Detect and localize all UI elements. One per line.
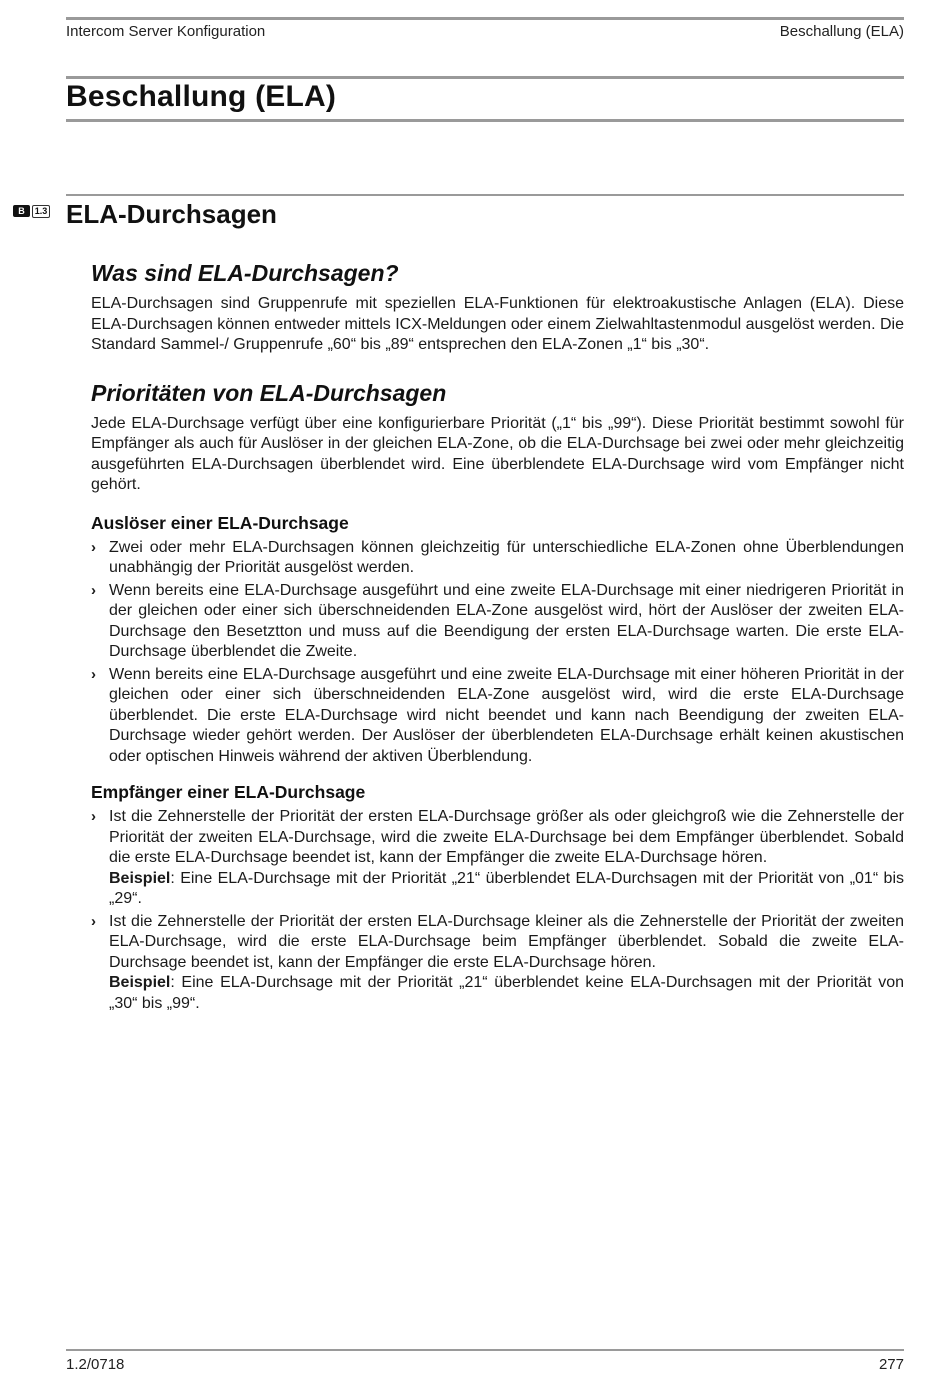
paragraph-what-are: ELA-Durchsagen sind Gruppenrufe mit speziellen ELA-Funktionen für elektroakustische Anlagen (ELA). Diese ELA-Durchsagen können entweder mittels ICX-Meldungen oder einem Zielwahltastenmodul ausgelöst werden. Die Standard Sammel-/ Gruppenrufe „60“ bis „89“ entsprechen den ELA-Zonen „1“ bis „30“. <box>91 295 904 353</box>
header-doc-title: Intercom Server Konfiguration <box>66 23 266 40</box>
header-top-rule <box>66 17 904 20</box>
footer-version: 1.2/0718 <box>66 1356 125 1373</box>
chevron-right-icon: › <box>91 912 96 930</box>
section-top-rule <box>66 194 904 196</box>
chapter-badge-letter: B <box>13 205 30 217</box>
footer-rule <box>66 1349 904 1351</box>
chevron-right-icon: › <box>91 538 96 556</box>
example-label: Beispiel <box>109 974 171 991</box>
receiver-list <box>91 807 904 1014</box>
main-content <box>91 258 904 1016</box>
chapter-badge-number: 1.3 <box>32 205 50 218</box>
list-item <box>91 538 904 579</box>
list-item-text: Ist die Zehnerstelle der Priorität der ersten ELA-Durchsage größer als oder gleichgroß wie die Zehnerstelle der Priorität der zweiten ELA-Durchsage, wird die zweite ELA-Durchsage bei dem Empfänger überblendet. Sobald die erste ELA-Durchsage beendet ist, kann der Empfänger die zweite ELA-Durchsage hören. <box>109 808 904 866</box>
paragraph-priorities: Jede ELA-Durchsage verfügt über eine konfigurierbare Priorität („1“ bis „99“). Diese Priorität bestimmt sowohl für Empfänger als auch für Auslöser in der gleichen ELA-Zone, ob die ELA-Durchsage bei zwei oder mehr gleichzeitig ausgeführten ELA-Durchsagen überblendet wird. Eine überblendete ELA-Durchsage wird vom Empfänger nicht gehört. <box>91 414 904 493</box>
list-item-text: Ist die Zehnerstelle der Priorität der ersten ELA-Durchsage kleiner als die Zehnerstelle der Priorität der zweiten ELA-Durchsage, wird die erste ELA-Durchsage beim Empfänger überblendet. Sobald die zweite ELA-Durchsage beendet ist, kann der Empfänger die erste ELA-Durchsage hören. <box>109 912 904 971</box>
example-text: : Eine ELA-Durchsage mit der Priorität „21“ überblendet ELA-Durchsagen mit der Priorität von „01“ bis „29“. <box>109 869 904 907</box>
chapter-badge <box>13 205 50 218</box>
heading-trigger: Auslöser einer ELA-Durchsage <box>91 512 349 533</box>
header-chapter-title: Beschallung (ELA) <box>779 23 904 40</box>
footer-page-number: 277 <box>878 1356 904 1373</box>
trigger-list <box>91 538 904 768</box>
heading-receiver: Empfänger einer ELA-Durchsage <box>91 782 366 802</box>
chevron-right-icon: › <box>91 581 96 599</box>
list-item <box>91 807 904 910</box>
list-item-text: Wenn bereits eine ELA-Durchsage ausgeführt und eine zweite ELA-Durchsage mit einer niedrigeren Priorität in der gleichen oder einer sich überschneidenden ELA-Zone ausgelöst wird, hört der Auslöser der zweiten ELA-Durchsage den Besetztton und muss auf die Beendigung der ersten ELA-Durchsage warten. Die erste ELA-Durchsage überblendet die Zweite. <box>109 581 904 660</box>
list-item-text: Zwei oder mehr ELA-Durchsagen können gleichzeitig für unterschiedliche ELA-Zonen ohne Überblendungen unabhängig der Priorität ausgelöst werden. <box>109 538 904 576</box>
list-item <box>91 581 904 663</box>
list-item-text: Wenn bereits eine ELA-Durchsage ausgeführt und eine zweite ELA-Durchsage mit einer höheren Priorität in der gleichen oder einer sich überschneidenden ELA-Zone ausgelöst wird, wird die erste ELA-Durchsage überblendet. Die erste ELA-Durchsage wird nicht beendet und kann nach Beendigung der zweiten ELA-Durchsage wieder gehört werden. Der Auslöser der überblendeten ELA-Durchsage erhält keinen akustischen oder optischen Hinweis während der aktiven Überblendung. <box>109 665 904 765</box>
example-line <box>109 870 904 908</box>
heading-priorities: Prioritäten von ELA-Durchsagen <box>91 379 447 406</box>
example-line <box>109 974 904 1012</box>
section-title: ELA-Durchsagen <box>66 199 277 229</box>
example-label: Beispiel <box>109 869 171 887</box>
list-item <box>91 665 904 768</box>
chevron-right-icon: › <box>91 808 96 825</box>
example-text: : Eine ELA-Durchsage mit der Priorität „21“ überblendet keine ELA-Durchsagen mit der Priorität von „30“ bis „99“. <box>109 974 904 1012</box>
title-top-rule <box>66 76 904 79</box>
title-bottom-rule <box>66 119 904 122</box>
page-title: Beschallung (ELA) <box>66 80 337 113</box>
heading-what-are: Was sind ELA-Durchsagen? <box>91 260 399 286</box>
list-item <box>91 912 904 1015</box>
chevron-right-icon: › <box>91 665 96 683</box>
